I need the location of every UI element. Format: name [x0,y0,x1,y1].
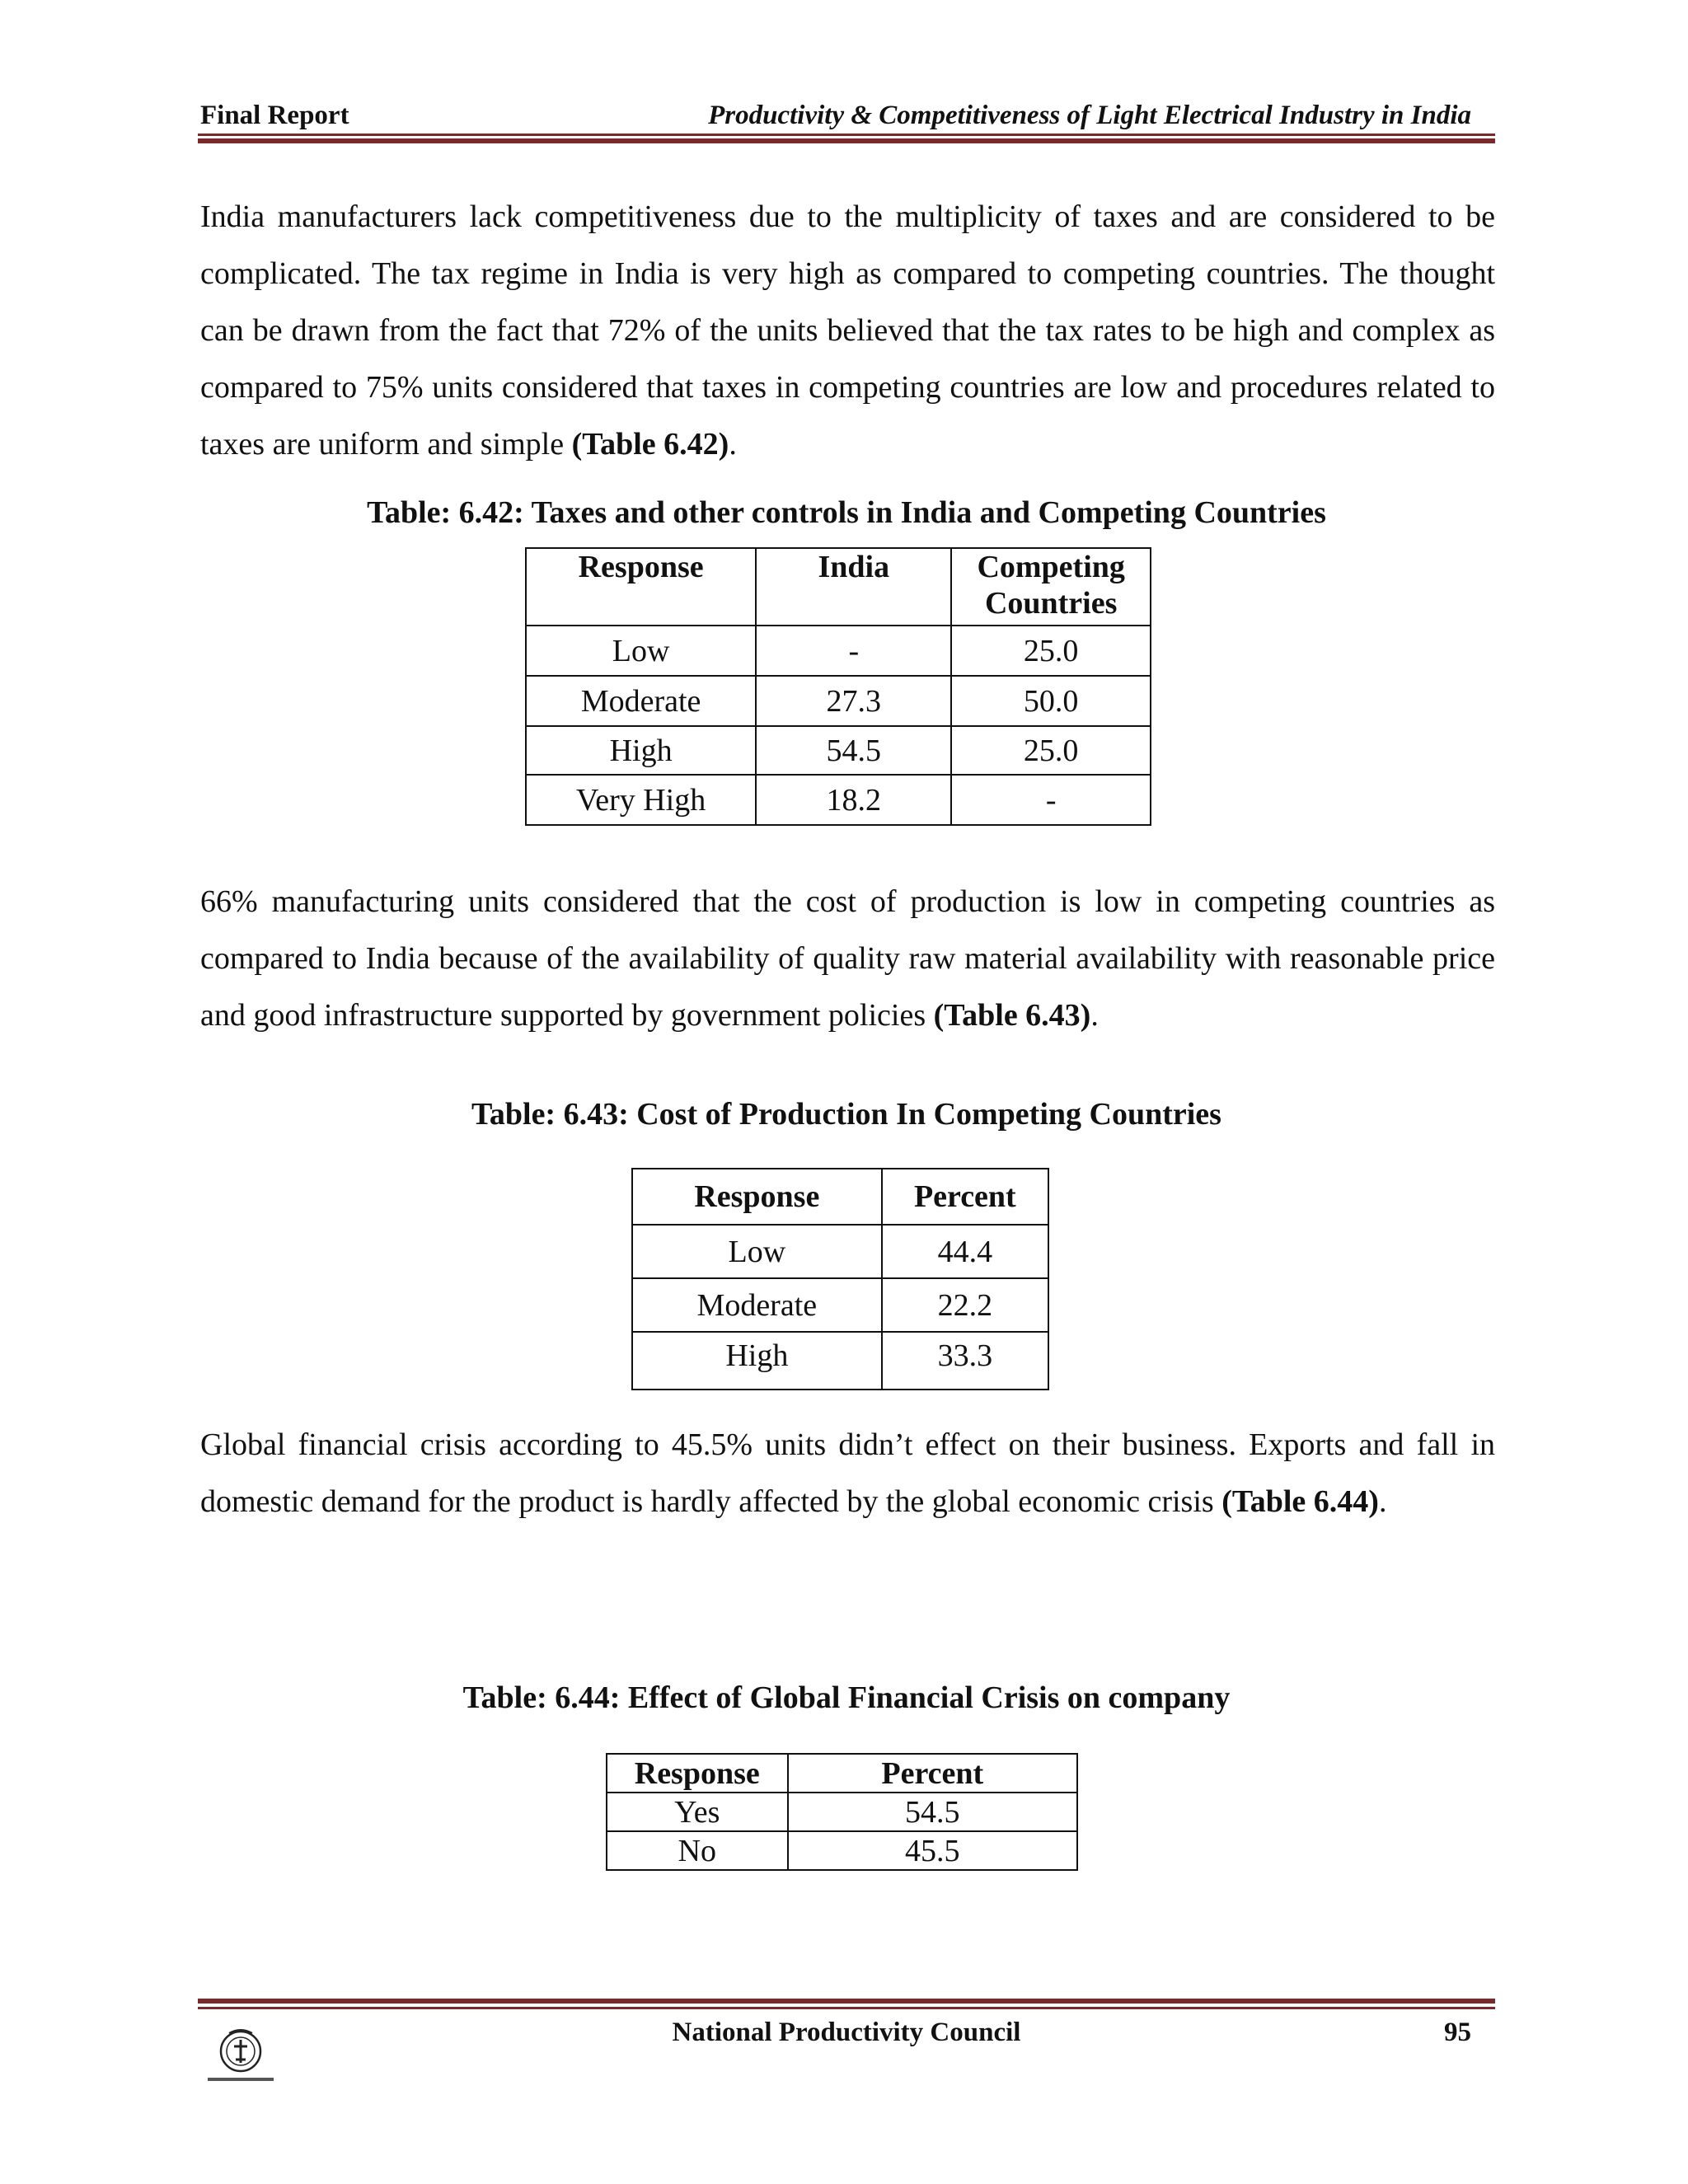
table-644-header-response: Response [607,1754,788,1793]
table-644-caption: Table: 6.44: Effect of Global Financial Crisis on company [462,1680,1231,1715]
paragraph-2 [200,874,1495,1044]
table-642-cell: 54.5 [756,726,951,775]
table-643-cell: 44.4 [882,1225,1048,1278]
table-643-header-row [632,1169,1048,1225]
table-644-cell: 45.5 [788,1831,1077,1870]
table-642-cell: Very High [526,775,756,825]
table-642-cell: 27.3 [756,676,951,726]
table-643-row [632,1225,1048,1278]
table-642-cell: Moderate [526,676,756,726]
paragraph-2-end: . [1090,998,1099,1033]
page-number: 95 [1444,2018,1471,2047]
header-left: Final Report [200,101,349,130]
table-642-header-response: Response [526,548,756,626]
table-643-cell: 22.2 [882,1278,1048,1332]
paragraph-3-end: . [1378,1484,1387,1519]
table-643-row [632,1332,1048,1390]
table-642-header-row [526,548,1151,626]
table-643-header-percent: Percent [882,1169,1048,1225]
table-642-row [526,626,1151,676]
table-644-row [607,1793,1077,1831]
paragraph-3-text: Global financial crisis according to 45.5% units didn’t effect on their business. Exports and fall in domestic demand for the product is hardly affected by the global economic crisis [200,1427,1495,1519]
table-643-cell: 33.3 [882,1332,1048,1390]
table-644-cell: 54.5 [788,1793,1077,1831]
paragraph-1-end: . [729,427,737,462]
table-642-header-india: India [756,548,951,626]
table-643-cell: High [632,1332,882,1390]
table-644 [606,1753,1078,1871]
paragraph-3-ref: (Table 6.44) [1221,1484,1379,1519]
table-642-row [526,726,1151,775]
table-644-cell: No [607,1831,788,1870]
table-644-header-row [607,1754,1077,1793]
table-643-caption: Table: 6.43: Cost of Production In Competing Countries [471,1097,1221,1132]
table-644-cell: Yes [607,1793,788,1831]
footer-organization: National Productivity Council [672,2018,1021,2047]
table-644-header-percent: Percent [788,1754,1077,1793]
footer-rule-bottom [198,2007,1495,2009]
table-642-row [526,775,1151,825]
paragraph-3 [200,1417,1495,1530]
table-642-header-competing: Competing Countries [951,548,1151,626]
paragraph-2-text: 66% manufacturing units considered that the cost of production is low in competing countries as compared to India because of the availability of quality raw material availability with reasonable price and good infrastructure supported by government policies [200,884,1495,1033]
table-642-cell: High [526,726,756,775]
table-643-row [632,1278,1048,1332]
paragraph-1-ref: (Table 6.42) [571,427,729,462]
table-642-cell: - [756,626,951,676]
table-642-cell: 18.2 [756,775,951,825]
table-642-row [526,676,1151,726]
table-643-header-response: Response [632,1169,882,1225]
paragraph-2-ref: (Table 6.43) [933,998,1091,1033]
table-643 [631,1168,1049,1390]
table-642-cell: - [951,775,1151,825]
table-642-cell: 25.0 [951,626,1151,676]
table-642 [525,547,1151,826]
header-right: Productivity & Competitiveness of Light Electrical Industry in India [708,101,1471,130]
paragraph-1 [200,189,1495,473]
table-643-cell: Low [632,1225,882,1278]
table-642-cell: Low [526,626,756,676]
table-642-cell: 50.0 [951,676,1151,726]
table-644-row [607,1831,1077,1870]
header-rule-bottom [198,138,1495,143]
table-642-caption: Table: 6.42: Taxes and other controls in India and Competing Countries [367,495,1326,530]
paragraph-1-text: India manufacturers lack competitiveness due to the multiplicity of taxes and are considered to be complicated. The tax regime in India is very high as compared to competing countries. The thought can be drawn from the fact that 72% of the units believed that the tax rates to be high and complex as compared to 75% units considered that taxes in competing countries are low and procedures related to taxes are uniform and simple [200,199,1495,462]
footer-rule-top [198,1999,1495,2004]
table-642-cell: 25.0 [951,726,1151,775]
header-rule-top [198,134,1495,136]
table-643-cell: Moderate [632,1278,882,1332]
